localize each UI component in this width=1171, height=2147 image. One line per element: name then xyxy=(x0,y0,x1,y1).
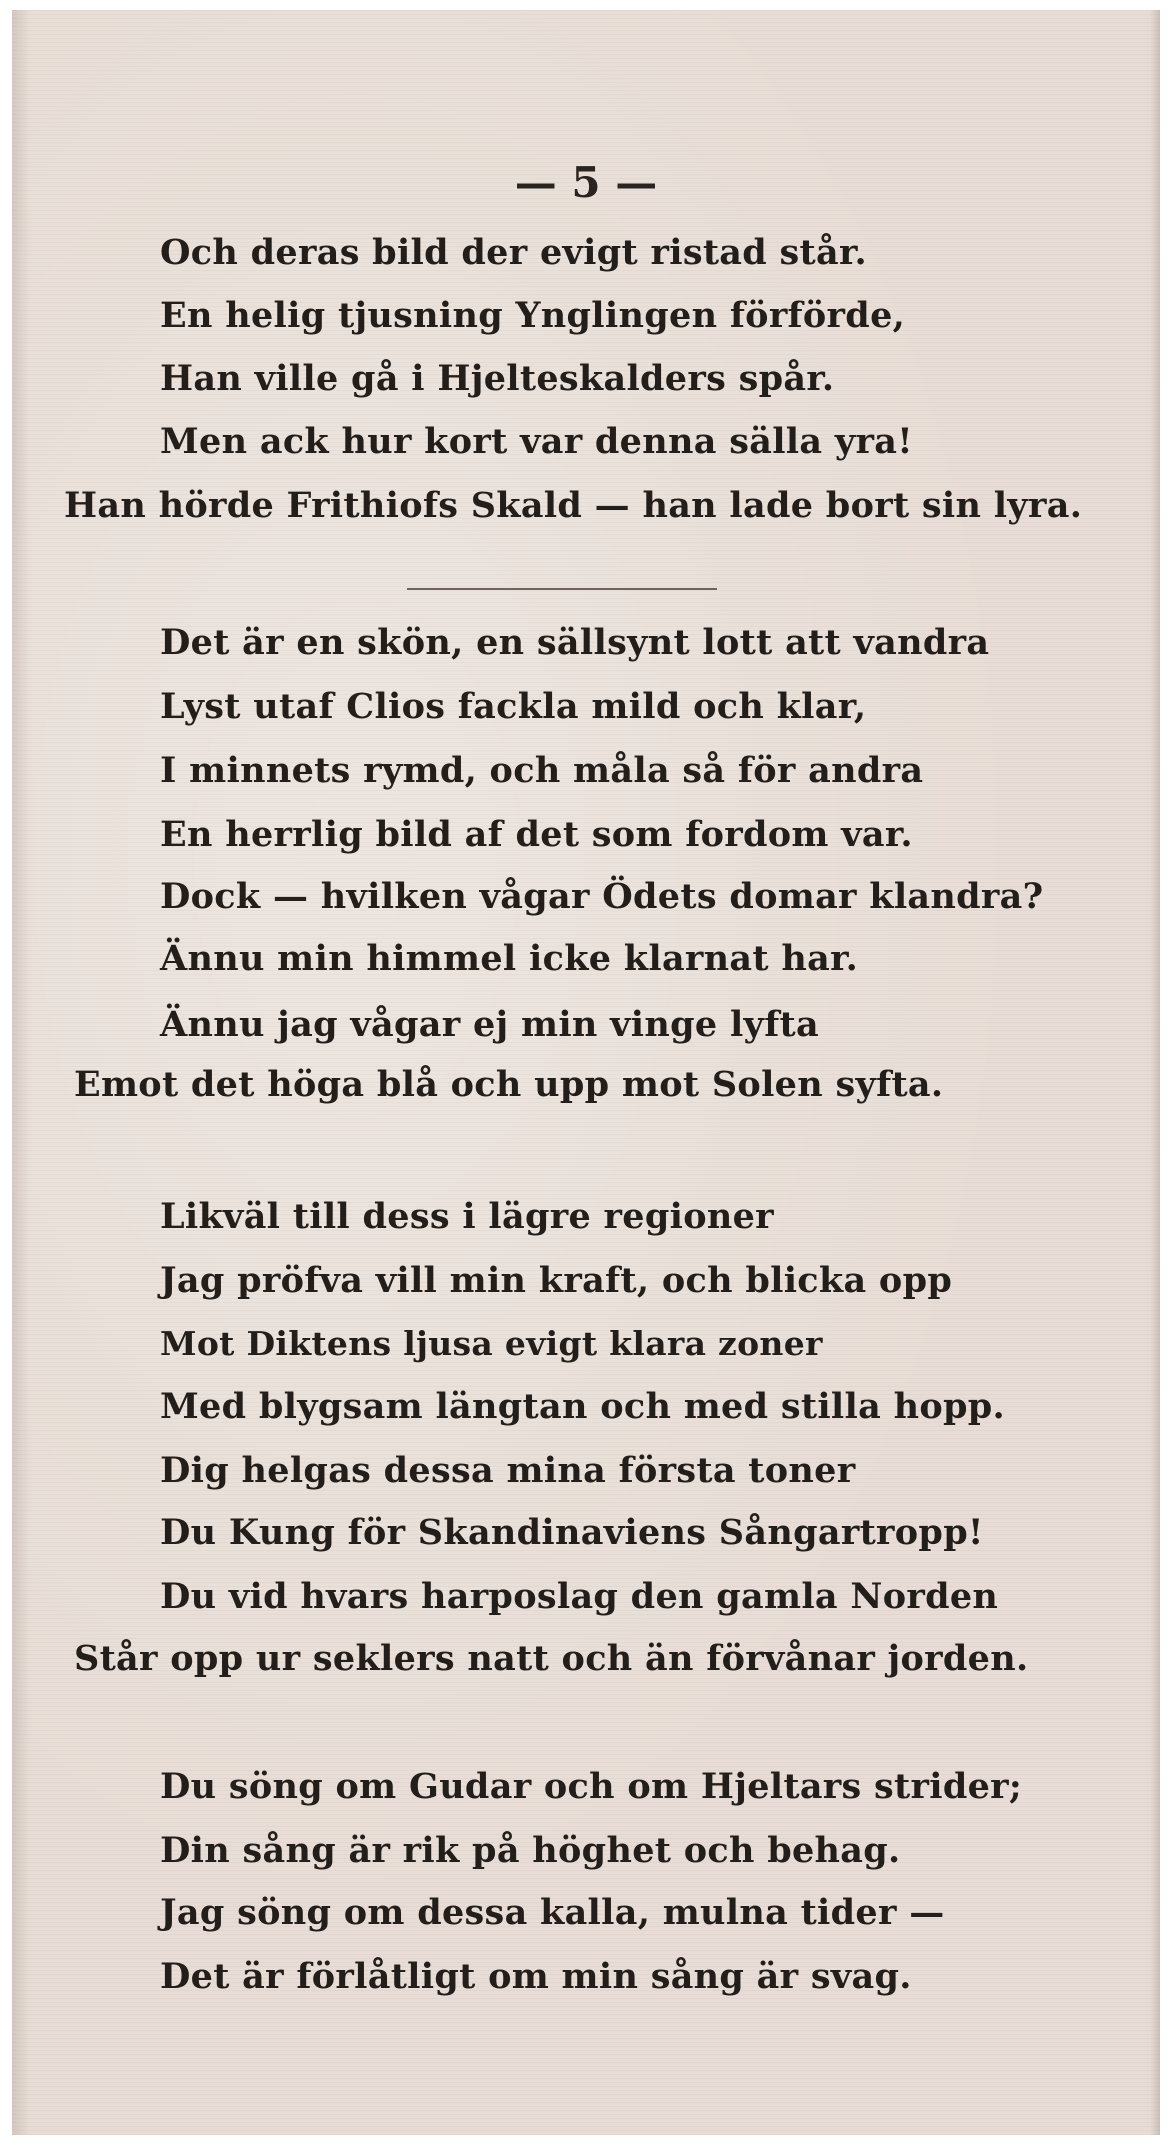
poem-line: Mot Diktens ljusa evigt klara zoner xyxy=(160,1324,823,1363)
poem-line: Dig helgas dessa mina första toner xyxy=(160,1450,856,1491)
poem-line: Dock — hvilken vågar Ödets domar klandra? xyxy=(160,876,1044,917)
poem-line: Jag pröfva vill min kraft, och blicka opp xyxy=(160,1260,953,1301)
poem-line: Står opp ur seklers natt och än förvånar jorden. xyxy=(74,1638,1029,1679)
poem-line: Emot det höga blå och upp mot Solen syfta. xyxy=(74,1064,944,1105)
poem-line: I minnets rymd, och måla så för andra xyxy=(160,750,924,791)
poem-line: Jag söng om dessa kalla, mulna tider — xyxy=(160,1892,945,1933)
poem-line: Ännu jag vågar ej min vinge lyfta xyxy=(160,1004,819,1045)
poem-line: Det är förlåtligt om min sång är svag. xyxy=(160,1956,912,1997)
poem-line: Med blygsam längtan och med stilla hopp. xyxy=(160,1386,1006,1427)
poem-line: Det är en skön, en sällsynt lott att vandra xyxy=(160,622,990,663)
section-divider xyxy=(407,588,717,590)
poem-line: Ännu min himmel icke klarnat har. xyxy=(160,938,859,979)
poem-line: Din sång är rik på höghet och behag. xyxy=(160,1830,901,1871)
poem-line: Och deras bild der evigt ristad står. xyxy=(160,232,867,273)
poem-line: Han ville gå i Hjelteskalders spår. xyxy=(160,358,835,399)
poem-line: Likväl till dess i lägre regioner xyxy=(160,1196,774,1237)
page-edge-shadow xyxy=(12,10,30,2135)
page-spine-shadow xyxy=(1150,10,1160,2135)
poem-line: Lyst utaf Clios fackla mild och klar, xyxy=(160,686,867,727)
poem-line: Du vid hvars harposlag den gamla Norden xyxy=(160,1576,999,1617)
poem-line: En herrlig bild af det som fordom var. xyxy=(160,814,913,855)
poem-line: Han hörde Frithiofs Skald — han lade bort sin lyra. xyxy=(64,485,1083,526)
book-page xyxy=(12,10,1160,2135)
poem-line: Du Kung för Skandinaviens Sångartropp! xyxy=(160,1512,984,1553)
page-number: — 5 — xyxy=(514,158,658,207)
poem-line: Men ack hur kort var denna sälla yra! xyxy=(160,421,913,462)
poem-line: En helig tjusning Ynglingen förförde, xyxy=(160,295,906,336)
poem-line: Du söng om Gudar och om Hjeltars strider; xyxy=(160,1766,1023,1807)
